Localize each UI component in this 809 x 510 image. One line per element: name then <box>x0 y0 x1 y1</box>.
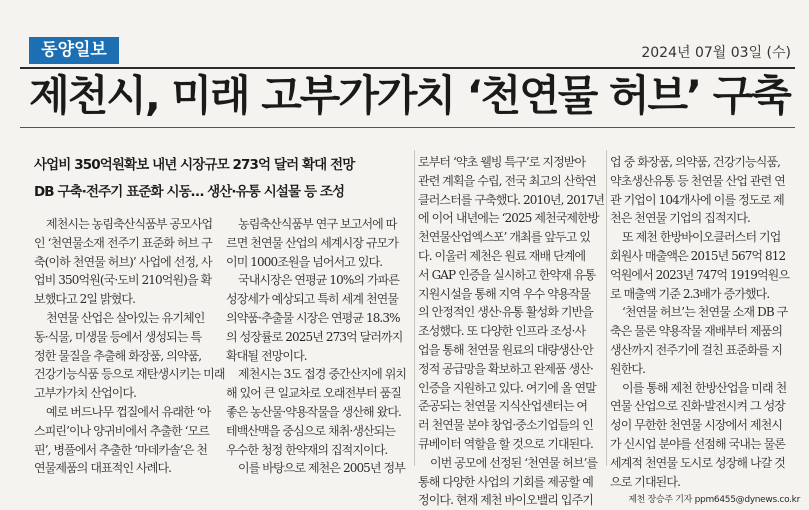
article-line: 해 있어 큰 일교차로 오래전부터 품질 <box>226 386 401 401</box>
article-line: 연물제품의 대표적인 사례다. <box>34 461 172 476</box>
article-line: 이미 1000조원을 넘어서고 있다. <box>226 254 383 269</box>
article-line: 제천 장승주 기자 ppm6455@dynews.co.kr <box>628 495 800 506</box>
column-divider <box>606 150 607 466</box>
headline-rule <box>20 127 795 128</box>
article-line: 이번 공모에 선정된 ‘천연물 허브’를 <box>430 455 598 470</box>
article-line: 조성했다. 또 다양한 인프라 조성·사 <box>418 324 586 339</box>
article-line: 국내시장은 연평균 10%의 가파른 <box>238 273 400 288</box>
article-line: 가 신시업 분야를 선점해 국내는 물론 <box>610 436 785 451</box>
article-line: 정적 공급망을 확보하고 완제품 생산· <box>418 361 593 376</box>
article-line: 천연물 산업은 살아있는 유기체인 <box>46 310 205 325</box>
article-line: 약초생산유통 등 천연물 산업 관련 연 <box>610 173 785 188</box>
article-line: 핀’, 병풀에서 추출한 ‘마데카솔’은 천 <box>34 442 208 457</box>
article-line: 서 GAP 인증을 실시하고 한약재 유통 <box>418 267 596 282</box>
article-line: 제천시는 3도 접경 중간산지에 위치 <box>238 367 407 382</box>
article-line: 이를 바탕으로 제천은 2005년 정부 <box>238 461 405 476</box>
article-line: 으로 기대된다. <box>610 474 680 489</box>
article-line: 러 천연물 분야 창업·중소기업들의 인 <box>418 418 593 433</box>
article-line: 업비 350억원(국·도비 210억원)을 확 <box>34 273 212 288</box>
article-line: 고부가가치 산업이다. <box>34 386 137 401</box>
newspaper-logo: 동양일보 <box>29 37 119 64</box>
article-line: 농림축산식품부 연구 보고서에 따 <box>238 217 397 231</box>
column-divider <box>414 150 415 466</box>
article-line: 업 중 화장품, 의약품, 건강기능식품, <box>610 155 781 169</box>
article-line: 성장세가 예상되고 특히 세계 천연물 <box>226 292 399 307</box>
article-line: 로부터 ‘약초 웰빙 특구’로 지정받아 <box>418 155 586 169</box>
article-line: 연물 산업으로 진화·발전시켜 그 성장 <box>610 399 785 414</box>
article-column-4 <box>610 153 800 510</box>
article-column-3 <box>418 153 603 510</box>
article-line: 클러스터를 구축했다. 2010년, 2017년 <box>418 192 605 207</box>
article-line: 테백산맥을 중심으로 채취·생산되는 <box>226 423 396 438</box>
article-line: 통해 다양한 사업의 기회를 제공할 예 <box>418 474 593 489</box>
article-line: 세계적 천연물 도시로 성장해 나갈 것 <box>610 455 785 470</box>
article-column-2 <box>226 215 412 478</box>
article-line: 또 제천 한방바이오클러스터 기업 <box>622 230 781 245</box>
article-line: 의 성장률로 2025년 273억 달러까지 <box>226 329 403 344</box>
article-line: 건강기능식품 등으로 재탄생시키는 미래 <box>34 367 225 382</box>
article-line: 축은 물론 약용작물 재배부터 제품의 <box>610 324 783 339</box>
article-line: 제천시는 농림축산식품부 공모사업 <box>46 217 213 231</box>
article-line: 업을 통해 천연물 원료의 대량생산·안 <box>418 342 593 357</box>
article-line: 천연물산업엑스포’ 개최를 앞두고 있 <box>418 230 591 245</box>
article-line: 지원시설을 통해 지역 우수 약용작물 <box>418 286 591 301</box>
article-line: 원한다. <box>610 361 645 376</box>
subheadline-1: 사업비 350억원확보 내년 시장규모 273억 달러 확대 전망 <box>34 157 355 173</box>
article-line: 생산까지 전주기에 걸친 표준화를 지 <box>610 342 783 357</box>
article-line: 관련 계획을 수립, 전국 최고의 산학연 <box>418 173 596 188</box>
article-line: 회원사 매출액은 2015년 567억 812 <box>610 248 786 263</box>
article-line: 큐베이터 역할을 할 것으로 기대된다. <box>418 436 593 451</box>
article-line: 축(이하 천연물 허브)’ 사업에 선정, 사 <box>34 254 212 269</box>
article-line: 인증을 지원하고 있다. 여기에 올 연말 <box>418 380 596 395</box>
article-column-1 <box>34 215 224 478</box>
article-line: 의 안정적인 생산·유통 활성화 기반을 <box>418 305 593 320</box>
article-line: 이를 통해 제천 한방산업을 미래 천 <box>622 380 787 395</box>
article-line: 정한 물질을 추출해 화장품, 의약품, <box>34 348 202 363</box>
article-line: 동·식물, 미생물 등에서 생성되는 특 <box>34 329 202 344</box>
article-line: 관 기업이 104개사에 이를 정도로 제 <box>610 192 784 207</box>
subheadline-2: DB 구축·전주기 표준화 시동… 생산·유통 시설물 등 조성 <box>34 184 345 200</box>
article-line: 확대될 전망이다. <box>226 348 307 363</box>
article-line: 준공되는 천연물 지식산업센터는 여 <box>418 399 588 414</box>
article-line: ‘천연물 허브’는 천연물 소재 DB 구 <box>622 305 788 320</box>
article-line: 인 ‘천연물소재 전주기 표준화 허브 구 <box>34 235 212 250</box>
article-line: 성이 무한한 천연물 시장에서 제천시 <box>610 418 783 433</box>
article-line: 에 이어 내년에는 ‘2025 제천국제한방 <box>418 211 599 226</box>
article-line: 르면 천연물 산업의 세계시장 규모가 <box>226 235 399 250</box>
headline: 제천시, 미래 고부가가치 ‘천연물 허브’ 구축 <box>29 71 790 120</box>
article-line: 예로 버드나무 껍질에서 유래한 ‘아 <box>46 404 211 419</box>
article-line: 정이다. 현재 제천 바이오밸리 입주기 <box>418 493 593 508</box>
article-line: 스피린’이나 양귀비에서 추출한 ‘모르 <box>34 423 209 438</box>
article-line: 좋은 농산물·약용작물을 생산해 왔다. <box>226 404 401 419</box>
article-line: 보했다고 2일 밝혔다. <box>34 292 136 307</box>
article-line: 로 매출액 기준 2.3배가 증가했다. <box>610 286 770 301</box>
publication-date: 2024년 07월 03일 (수) <box>641 45 791 61</box>
article-line: 의약품·추출물 시장은 연평균 18.3% <box>226 310 400 325</box>
article-line: 억원에서 2023년 747억 1919억원으 <box>610 267 790 282</box>
article-line: 우수한 청정 한약재의 집적지이다. <box>226 442 388 457</box>
article-line: 다. 이울러 제천은 원료 재배 단계에 <box>418 248 586 263</box>
article-line: 천은 천연물 기업의 집적지다. <box>610 211 750 226</box>
